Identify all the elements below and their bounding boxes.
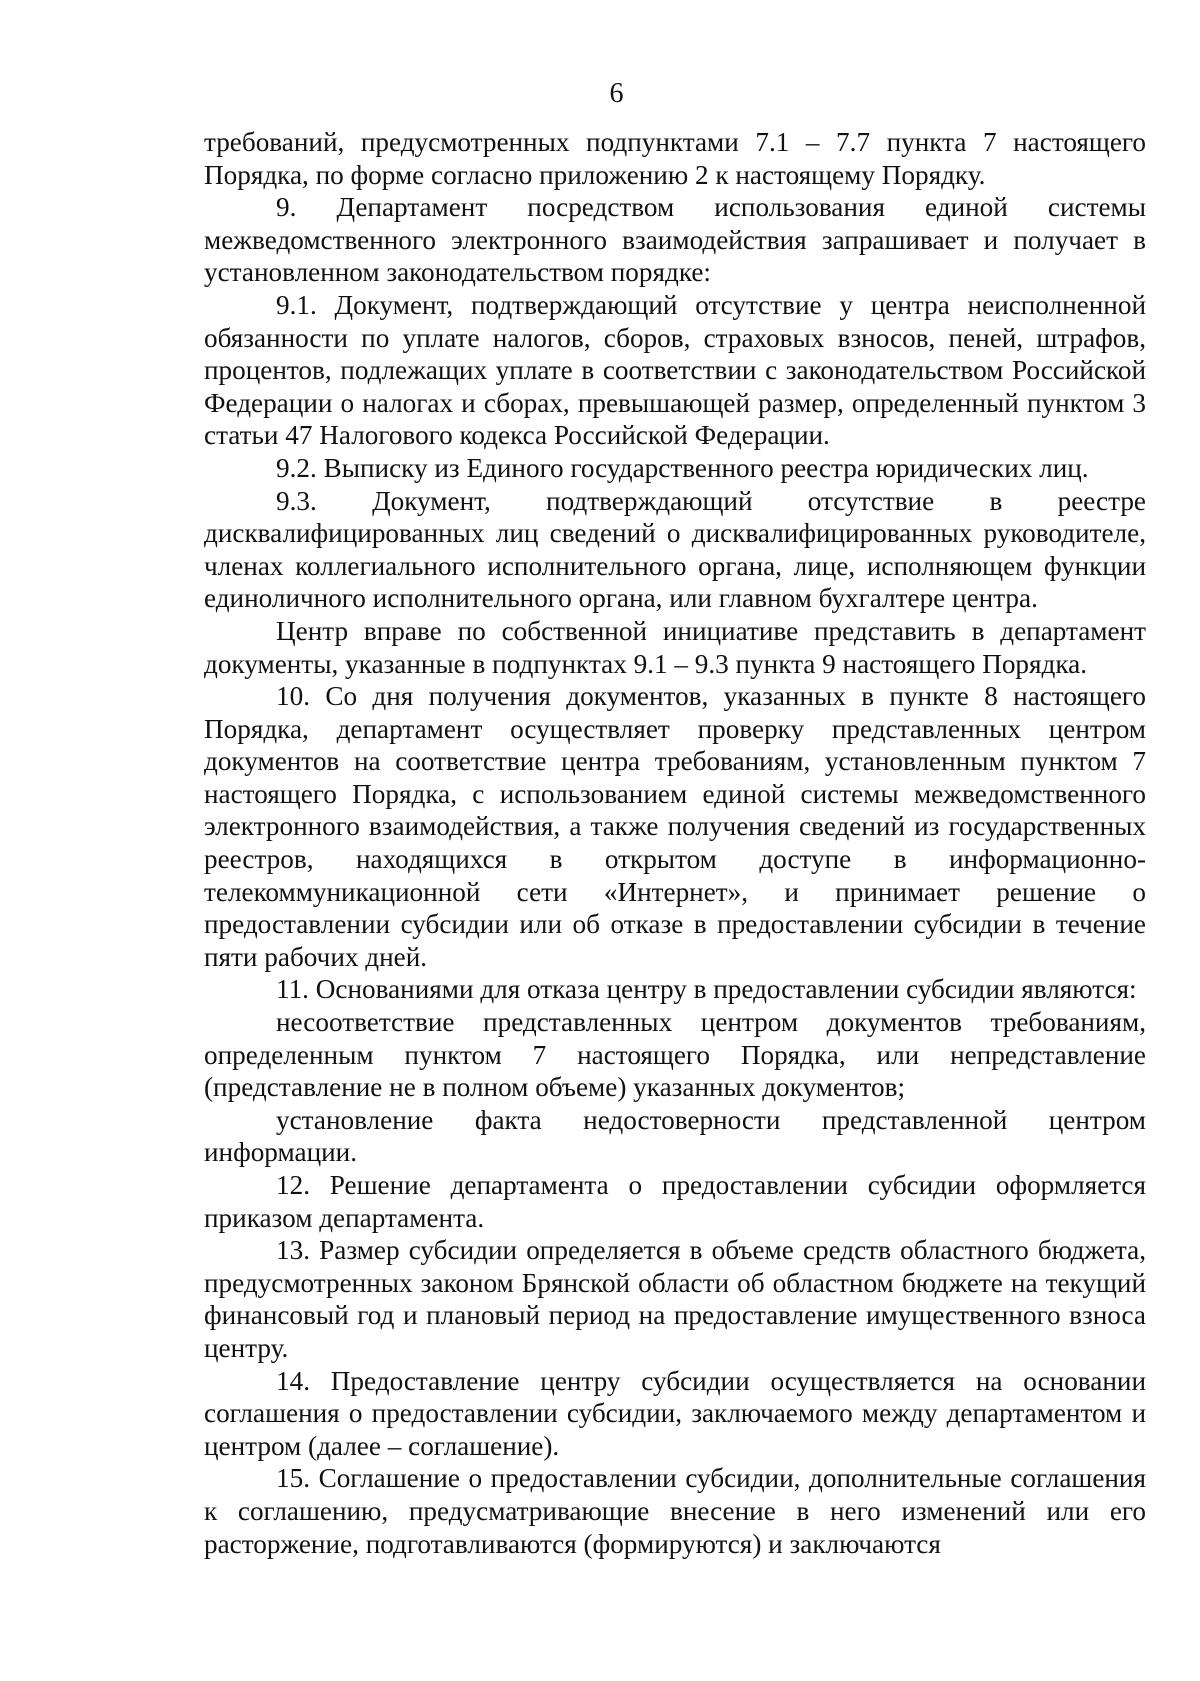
paragraph-12: 12. Решение департамента о предоставлении субсидии оформляется приказом департамента. — [204, 1170, 1146, 1233]
paragraph-14: 14. Предоставление центру субсидии осуществляется на основании соглашения о предоставлении субсидии, заключаемого между департаментом и центром (далее – соглашение). — [204, 1365, 1146, 1461]
paragraph-13: 13. Размер субсидии определяется в объеме средств областного бюджета, предусмотренных законом Брянской области об областном бюджете на текущий финансовый год и плановый период на предоставление имущественного взноса центру. — [204, 1235, 1146, 1363]
document-body — [204, 126, 1146, 1560]
paragraph-continuation: требований, предусмотренных подпунктами 7.1 – 7.7 пункта 7 настоящего Порядка, по форме согласно приложению 2 к настоящему Порядку. — [204, 127, 1146, 190]
paragraph-11-reason-2: установление факта недостоверности представленной центром информации. — [204, 1104, 1146, 1168]
paragraph-9-2: 9.2. Выписку из Единого государственного реестра юридических лиц. — [276, 452, 1089, 483]
paragraph-10: 10. Со дня получения документов, указанных в пункте 8 настоящего Порядка, департамент осуществляет проверку представленных центром документов на соответствие центра требованиям, установленным пунктом 7 настоящего Порядка, с использованием единой системы межведомственного электронного взаимодействия, а также получения сведений из государственных реестров, находящихся в открытом доступе в информационно-телекоммуникационной сети «Интернет», и принимает решение о предоставлении субсидии или об отказе в предоставлении субсидии в течение пяти рабочих дней. — [204, 681, 1146, 972]
paragraph-9-1: 9.1. Документ, подтверждающий отсутствие у центра неисполненной обязанности по уплате налогов, сборов, страховых взносов, пеней, штрафов, процентов, подлежащих уплате в соответствии с законодательством Российской Федерации о налогах и сборах, превышающей размер, определенный пунктом 3 статьи 47 Налогового кодекса Российской Федерации. — [204, 289, 1146, 451]
paragraph-center-right: Центр вправе по собственной инициативе представить в департамент документы, указанные в подпунктах 9.1 – 9.3 пункта 9 настоящего Порядка. — [204, 615, 1146, 679]
paragraph-11-reason-1: несоответствие представленных центром документов требованиям, определенным пунктом 7 настоящего Порядка, или непредставление (представление не в полном объеме) указанных документов; — [204, 1007, 1146, 1103]
paragraph-9: 9. Департамент посредством использования единой системы межведомственного электронного взаимодействия запрашивает и получает в установленном законодательством порядке: — [204, 192, 1146, 288]
paragraph-9-3: 9.3. Документ, подтверждающий отсутствие в реестре дисквалифицированных лиц сведений о дисквалифицированных руководителе, членах коллегиального исполнительного органа, лице, исполняющем функции единоличного исполнительного органа, или главном бухгалтере центра. — [204, 485, 1146, 614]
paragraph-15: 15. Соглашение о предоставлении субсидии, дополнительные соглашения к соглашению, предусматривающие внесение в него изменений или его расторжение, подготавливаются (формируются) и заключаются — [204, 1463, 1146, 1559]
page-number: 6 — [609, 78, 624, 109]
paragraph-11: 11. Основаниями для отказа центру в предоставлении субсидии являются: — [276, 974, 1137, 1005]
